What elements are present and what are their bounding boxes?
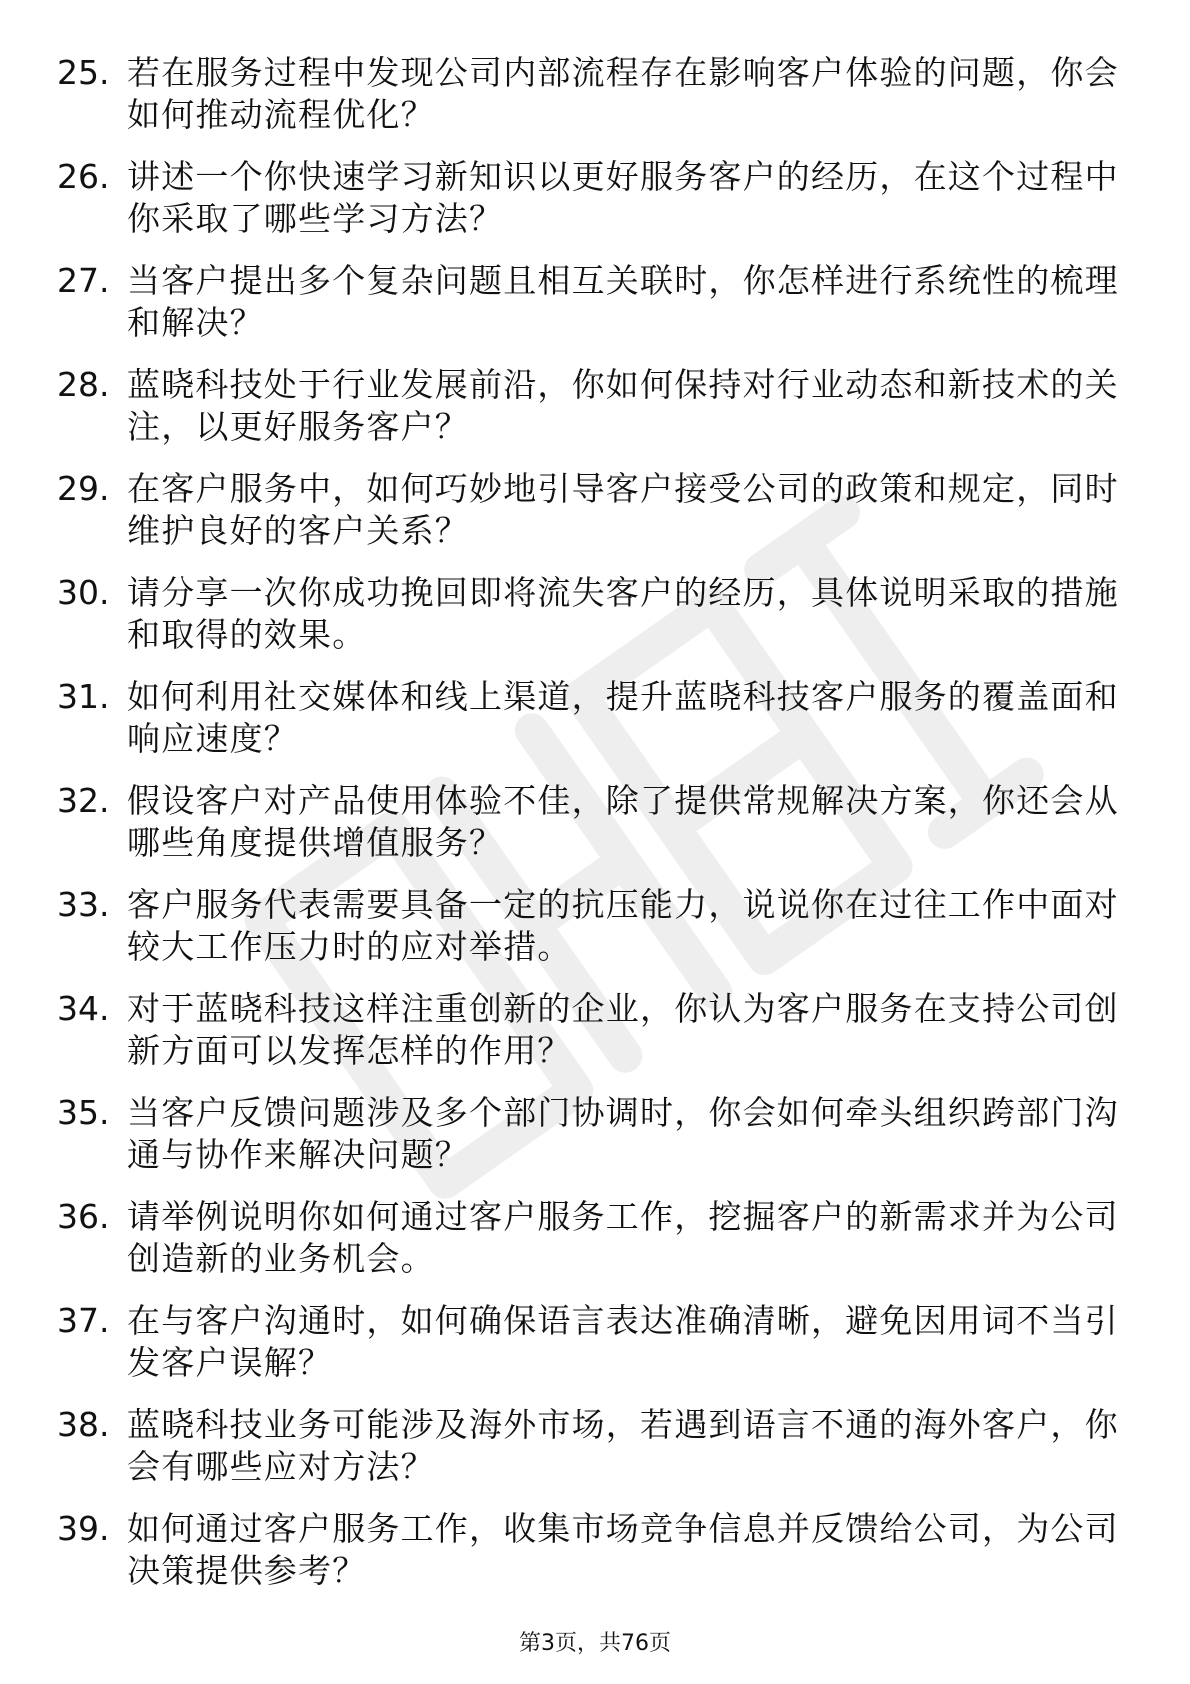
list-item — [57, 988, 1127, 1092]
question-text: 若在服务过程中发现公司内部流程存在影响客户体验的问题，你会如何推动流程优化？ — [127, 53, 1119, 134]
question-number: 34. — [57, 989, 110, 1028]
question-number: 31. — [57, 677, 110, 716]
list-item — [57, 780, 1127, 884]
question-text: 请举例说明你如何通过客户服务工作，挖掘客户的新需求并为公司创造新的业务机会。 — [127, 1197, 1119, 1278]
question-text: 当客户反馈问题涉及多个部门协调时，你会如何牵头组织跨部门沟通与协作来解决问题？ — [127, 1093, 1119, 1174]
question-text: 假设客户对产品使用体验不佳，除了提供常规解决方案，你还会从哪些角度提供增值服务？ — [127, 781, 1119, 862]
list-item — [57, 260, 1127, 364]
question-number: 27. — [57, 261, 110, 300]
question-text: 如何利用社交媒体和线上渠道，提升蓝晓科技客户服务的覆盖面和响应速度？ — [127, 677, 1119, 758]
question-text: 在客户服务中，如何巧妙地引导客户接受公司的政策和规定，同时维护良好的客户关系？ — [127, 469, 1119, 550]
question-number: 26. — [57, 157, 110, 196]
list-item — [57, 156, 1127, 260]
list-item — [57, 1508, 1127, 1612]
question-number: 35. — [57, 1093, 110, 1132]
list-item — [57, 468, 1127, 572]
question-number: 33. — [57, 885, 110, 924]
question-number: 25. — [57, 53, 110, 92]
page-number-footer: 第3页，共76页 — [519, 1631, 671, 1656]
question-list — [57, 52, 1127, 1612]
question-text: 讲述一个你快速学习新知识以更好服务客户的经历，在这个过程中你采取了哪些学习方法？ — [127, 157, 1119, 238]
list-item — [57, 572, 1127, 676]
list-item — [57, 52, 1127, 156]
question-number: 37. — [57, 1301, 110, 1340]
question-text: 蓝晓科技业务可能涉及海外市场，若遇到语言不通的海外客户，你会有哪些应对方法？ — [127, 1405, 1119, 1486]
question-number: 32. — [57, 781, 110, 820]
question-number: 38. — [57, 1405, 110, 1444]
list-item — [57, 884, 1127, 988]
question-text: 蓝晓科技处于行业发展前沿，你如何保持对行业动态和新技术的关注，以更好服务客户？ — [127, 365, 1119, 446]
list-item — [57, 676, 1127, 780]
question-number: 39. — [57, 1509, 110, 1548]
question-text: 客户服务代表需要具备一定的抗压能力，说说你在过往工作中面对较大工作压力时的应对举措。 — [127, 885, 1119, 966]
list-item — [57, 364, 1127, 468]
question-text: 当客户提出多个复杂问题且相互关联时，你怎样进行系统性的梳理和解决？ — [127, 261, 1119, 342]
question-text: 在与客户沟通时，如何确保语言表达准确清晰，避免因用词不当引发客户误解？ — [127, 1301, 1119, 1382]
question-text: 请分享一次你成功挽回即将流失客户的经历，具体说明采取的措施和取得的效果。 — [127, 573, 1119, 654]
question-number: 30. — [57, 573, 110, 612]
list-item — [57, 1196, 1127, 1300]
question-number: 36. — [57, 1197, 110, 1236]
question-number: 29. — [57, 469, 110, 508]
list-item — [57, 1300, 1127, 1404]
question-text: 对于蓝晓科技这样注重创新的企业，你认为客户服务在支持公司创新方面可以发挥怎样的作用？ — [127, 989, 1119, 1070]
question-number: 28. — [57, 365, 110, 404]
question-text: 如何通过客户服务工作，收集市场竞争信息并反馈给公司，为公司决策提供参考？ — [127, 1509, 1119, 1590]
list-item — [57, 1092, 1127, 1196]
list-item — [57, 1404, 1127, 1508]
